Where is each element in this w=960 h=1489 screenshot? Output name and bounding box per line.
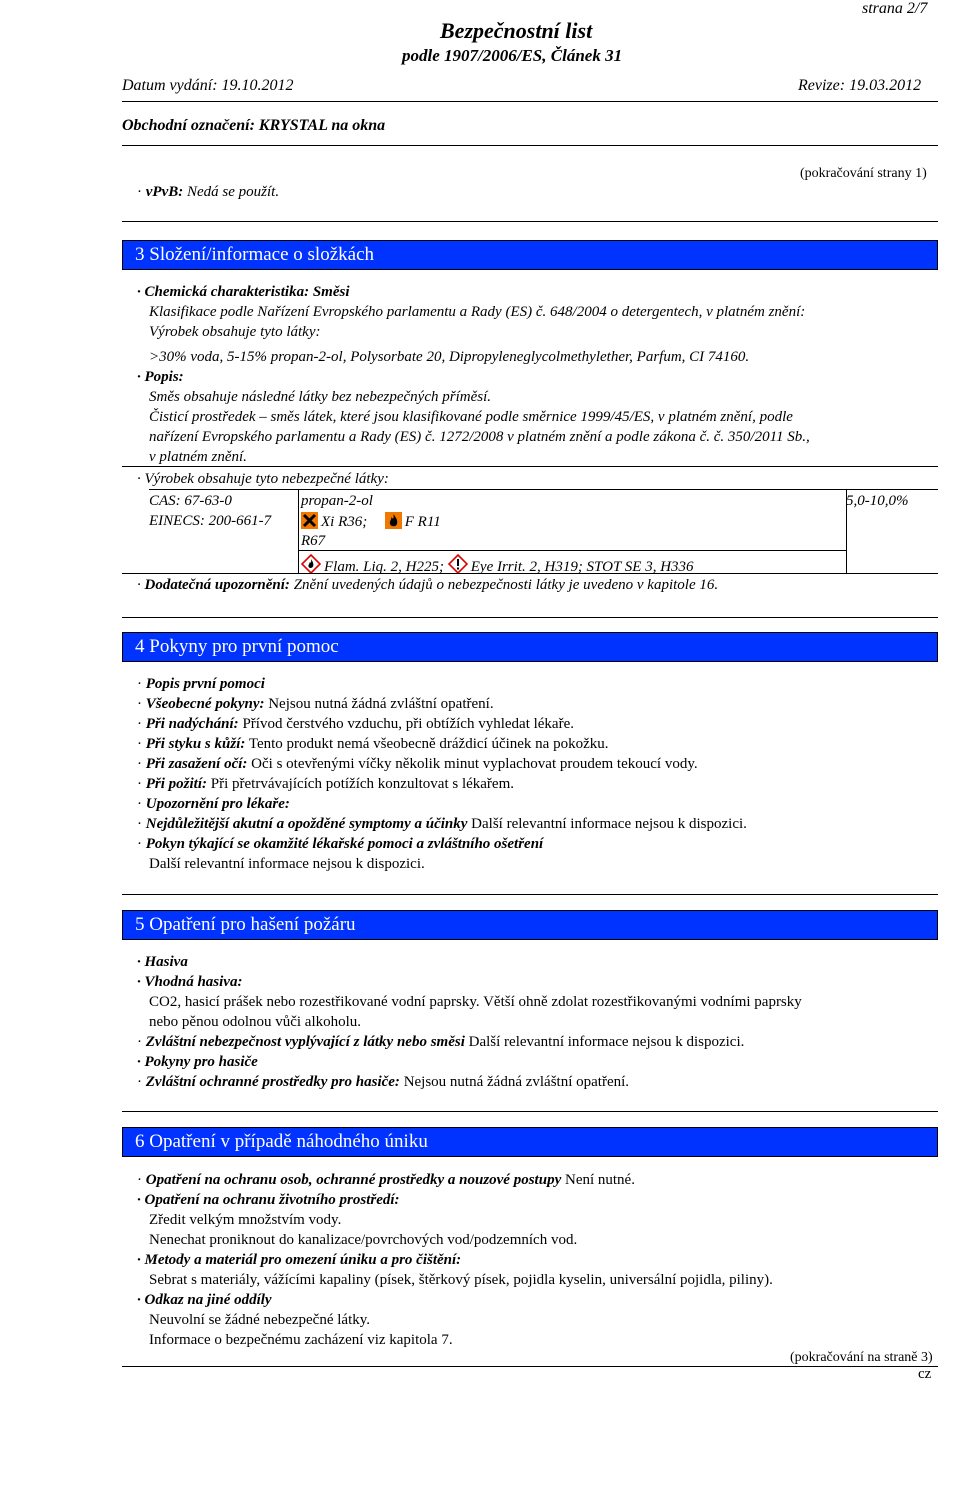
xi-class: Xi R36; (321, 514, 368, 530)
section5-top-rule (122, 894, 938, 895)
table-rule-3 (122, 573, 938, 574)
prostredi-label: Opatření na ochranu životního prostředí: (144, 1192, 400, 1208)
cas-number: CAS: 67-63-0 (149, 493, 232, 509)
first-aid-item-label: Při nadýchání: (145, 716, 239, 732)
first-aid-item-label: Všeobecné pokyny: (145, 696, 265, 712)
prostredi-line1: Zředit velkým množstvím vody. (149, 1212, 342, 1228)
first-aid-item: · Nejdůležitější akutní a opožděné symptomy a účinky Další relevantní informace nejsou k dispozici. (137, 816, 747, 832)
eye-class: Eye Irrit. 2, H319; STOT SE 3, H336 (470, 559, 694, 575)
section3-heading: 3 Složení/informace o složkách (135, 244, 375, 265)
vpvb-text: Nedá se použít. (186, 184, 280, 200)
chem-char: · Chemická charakteristika: Směsi (137, 284, 350, 300)
harmful-x-icon (301, 512, 318, 529)
first-aid-item-label: Při požití: (145, 776, 208, 792)
hasiva-label: Hasiva (144, 954, 188, 970)
odkaz-label: Odkaz na jiné oddíly (144, 1292, 272, 1308)
pokyny-hasice: · Pokyny pro hasiče (137, 1054, 258, 1070)
document-subtitle: podle 1907/2006/ES, Článek 31 (402, 46, 623, 65)
prostredi-line2: Nenechat proniknout do kanalizace/povrchových vod/podzemních vod. (149, 1232, 578, 1248)
first-aid-item-label: Při zasažení očí: (145, 756, 248, 772)
first-aid-item-text: Nejsou nutná žádná zvláštní opatření. (268, 696, 494, 712)
continuation-to: (pokračování na straně 3) (790, 1350, 933, 1365)
vpvb-line: · vPvB: Nedá se použít. (137, 184, 280, 200)
issue-date: Datum vydání: 19.10.2012 (122, 77, 294, 94)
first-aid-item: · Upozornění pro lékaře: (137, 796, 290, 812)
odkaz-line2: Informace o bezpečnému zacházení viz kapitola 7. (149, 1332, 453, 1348)
popis-line3: nařízení Evropského parlamentu a Rady (ES) č. 1272/2008 v platném znění a podle zákona č. č. 350/2011 Sb., (149, 429, 810, 445)
section4-heading-bar (122, 632, 938, 662)
section3-top-rule (122, 221, 938, 222)
ochrana-prostredi: · Opatření na ochranu životního prostředí: (137, 1192, 400, 1208)
zvlastni-text: Další relevantní informace nejsou k dispozici. (468, 1034, 745, 1050)
metody-label: Metody a materiál pro omezení úniku a pro čištění: (144, 1252, 462, 1268)
section4-heading: 4 Pokyny pro první pomoc (135, 636, 339, 657)
continuation-from: (pokračování strany 1) (800, 166, 927, 181)
r67: R67 (301, 533, 326, 549)
section5-heading-bar (122, 910, 938, 940)
odkaz-line1: Neuvolní se žádné nebezpečné látky. (149, 1312, 371, 1328)
zvlastni-nebezpecnost: · Zvláštní nebezpečnost vyplývající z látky nebo směsi Další relevantní informace nejsou k dispozici. (137, 1034, 745, 1050)
section6-heading-bar (122, 1127, 938, 1157)
osob-text: Není nutné. (564, 1172, 635, 1188)
ghs-flame-icon (301, 554, 321, 574)
s4-last-line: Další relevantní informace nejsou k dispozici. (149, 856, 425, 872)
first-aid-item-label: Při styku s kůží: (145, 736, 246, 752)
section4-top-rule (122, 617, 938, 618)
first-aid-item: · Při nadýchání: Přívod čerstvého vzduchu, při obtížích vyhledat lékaře. (137, 716, 574, 732)
trade-name: Obchodní označení: KRYSTAL na okna (122, 117, 386, 134)
language-code: cz (918, 1366, 932, 1382)
first-aid-item-text: Tento produkt nemá všeobecně dráždicí účinek na pokožku. (248, 736, 609, 752)
table-rule-1 (149, 489, 938, 490)
s3-line2: Výrobek obsahuje tyto látky: (149, 324, 321, 340)
first-aid-item-text: Oči s otevřenými víčky několik minut vyplachovat proudem tekoucí vody. (251, 756, 698, 772)
additional-text: Znění uvedených údajů o nebezpečnosti látky je uvedeno v kapitole 16. (293, 577, 719, 593)
trade-name-divider (122, 145, 938, 146)
first-aid-item-text: Další relevantní informace nejsou k dispozici. (471, 816, 747, 832)
first-aid-item-label: Nejdůležitější akutní a opožděné symptomy a účinky (145, 816, 468, 832)
first-aid-item: · Při zasažení očí: Oči s otevřenými víčky několik minut vyplachovat proudem tekoucí vody. (137, 756, 698, 772)
odkaz: · Odkaz na jiné oddíly (137, 1292, 272, 1308)
einecs-number: EINECS: 200-661-7 (149, 513, 272, 529)
table-col-rule-2 (846, 489, 847, 573)
first-aid-item-text: Při přetrvávajících potížích konzultovat s lékařem. (210, 776, 514, 792)
first-aid-item-label: Upozornění pro lékaře: (145, 796, 290, 812)
first-aid-item: · Popis první pomoci (137, 676, 265, 692)
additional-label: Dodatečná upozornění: (144, 577, 290, 593)
ochranne-prostredky: · Zvláštní ochranné prostředky pro hasiče: Nejsou nutná žádná zvláštní opatření. (137, 1074, 630, 1090)
vhodna-hasiva: · Vhodná hasiva: (137, 974, 243, 990)
ochranne-text: Nejsou nutná žádná zvláštní opatření. (403, 1074, 630, 1090)
pokyny-label: Pokyny pro hasiče (144, 1054, 258, 1070)
first-aid-item: · Při styku s kůží: Tento produkt nemá všeobecně dráždicí účinek na pokožku. (137, 736, 609, 752)
vhodna-label: Vhodná hasiva: (144, 974, 243, 990)
first-aid-item-label: Pokyn týkající se okamžité lékařské pomoci a zvláštního ošetření (145, 836, 544, 852)
flame-icon (385, 512, 402, 529)
popis-line2: Čisticí prostředek – směs látek, které jsou klasifikované podle směrnice 1999/45/ES, v platném znění, podle (149, 409, 793, 425)
document-title: Bezpečnostní list (440, 18, 593, 43)
popis-label: Popis: (144, 369, 184, 385)
popis-line1: Směs obsahuje následné látky bez nebezpečných příměsí. (149, 389, 491, 405)
vhodna-line2: nebo pěnou odolnou vůči alkoholu. (149, 1014, 362, 1030)
additional-notes: · Dodatečná upozornění: Znění uvedených údajů o nebezpečnosti látky je uvedeno v kapitole 16. (137, 577, 719, 593)
header-divider (122, 101, 938, 102)
first-aid-item-label: Popis první pomoci (145, 676, 265, 692)
hasiva: · Hasiva (137, 954, 188, 970)
dsd-classification (301, 512, 441, 531)
ghs-exclamation-icon (448, 554, 468, 574)
section6-top-rule (122, 1111, 938, 1112)
zvlastni-label: Zvláštní nebezpečnost vyplývající z látky nebo směsi (145, 1034, 465, 1050)
table-rule-2 (298, 550, 846, 551)
page-number: strana 2/7 (862, 0, 928, 17)
first-aid-item: · Pokyn týkající se okamžité lékařské pomoci a zvláštního ošetření (137, 836, 544, 852)
metody-line1: Sebrat s materiály, vážícími kapaliny (písek, štěrkový písek, pojidla kyselin, universální pojidla, piliny). (149, 1272, 773, 1288)
chem-char-label: Chemická charakteristika: Směsi (144, 284, 350, 300)
section3-heading-bar (122, 240, 938, 270)
flam-class: Flam. Liq. 2, H225; (324, 559, 444, 575)
revision-date: Revize: 19.03.2012 (798, 77, 922, 94)
section6-heading: 6 Opatření v případě náhodného úniku (135, 1131, 428, 1152)
popis: · Popis: (137, 369, 184, 385)
metody: · Metody a materiál pro omezení úniku a pro čištění: (137, 1252, 462, 1268)
vpvb-label: vPvB: (145, 184, 184, 200)
hazardous-substances: · Výrobek obsahuje tyto nebezpečné látky: (137, 471, 389, 487)
first-aid-item-text: Přívod čerstvého vzduchu, při obtížích vyhledat lékaře. (242, 716, 574, 732)
first-aid-item: · Při požití: Při přetrvávajících potížích konzultovat s lékařem. (137, 776, 514, 792)
table-col-rule-1 (298, 489, 299, 573)
vhodna-line1: CO2, hasicí prášek nebo rozestřikované vodní paprsky. Větší ohně zdolat rozestřikovanými vodními paprsky (149, 994, 802, 1010)
section5-heading: 5 Opatření pro hašení požáru (135, 914, 356, 935)
concentration: 5,0-10,0% (846, 493, 909, 509)
hazard-table-top-rule (122, 466, 938, 467)
osob-label: Opatření na ochranu osob, ochranné prostředky a nouzové postupy (145, 1172, 562, 1188)
popis-line4: v platném znění. (149, 449, 247, 465)
first-aid-item: · Všeobecné pokyny: Nejsou nutná žádná zvláštní opatření. (137, 696, 494, 712)
ochrana-osob: · Opatření na ochranu osob, ochranné prostředky a nouzové postupy Není nutné. (137, 1172, 635, 1188)
substance-name: propan-2-ol (301, 493, 373, 509)
hazardous-label: Výrobek obsahuje tyto nebezpečné látky: (144, 471, 389, 487)
ochranne-label: Zvláštní ochranné prostředky pro hasiče: (145, 1074, 400, 1090)
s3-line1: Klasifikace podle Nařízení Evropského parlamentu a Rady (ES) č. 648/2004 o detergentech, v platném znění: (149, 304, 806, 320)
s3-line3: >30% voda, 5-15% propan-2-ol, Polysorbate 20, Dipropyleneglycolmethylether, Parfum, CI 74160. (149, 349, 750, 365)
f-class: F R11 (404, 514, 441, 530)
footer-rule (122, 1366, 938, 1367)
